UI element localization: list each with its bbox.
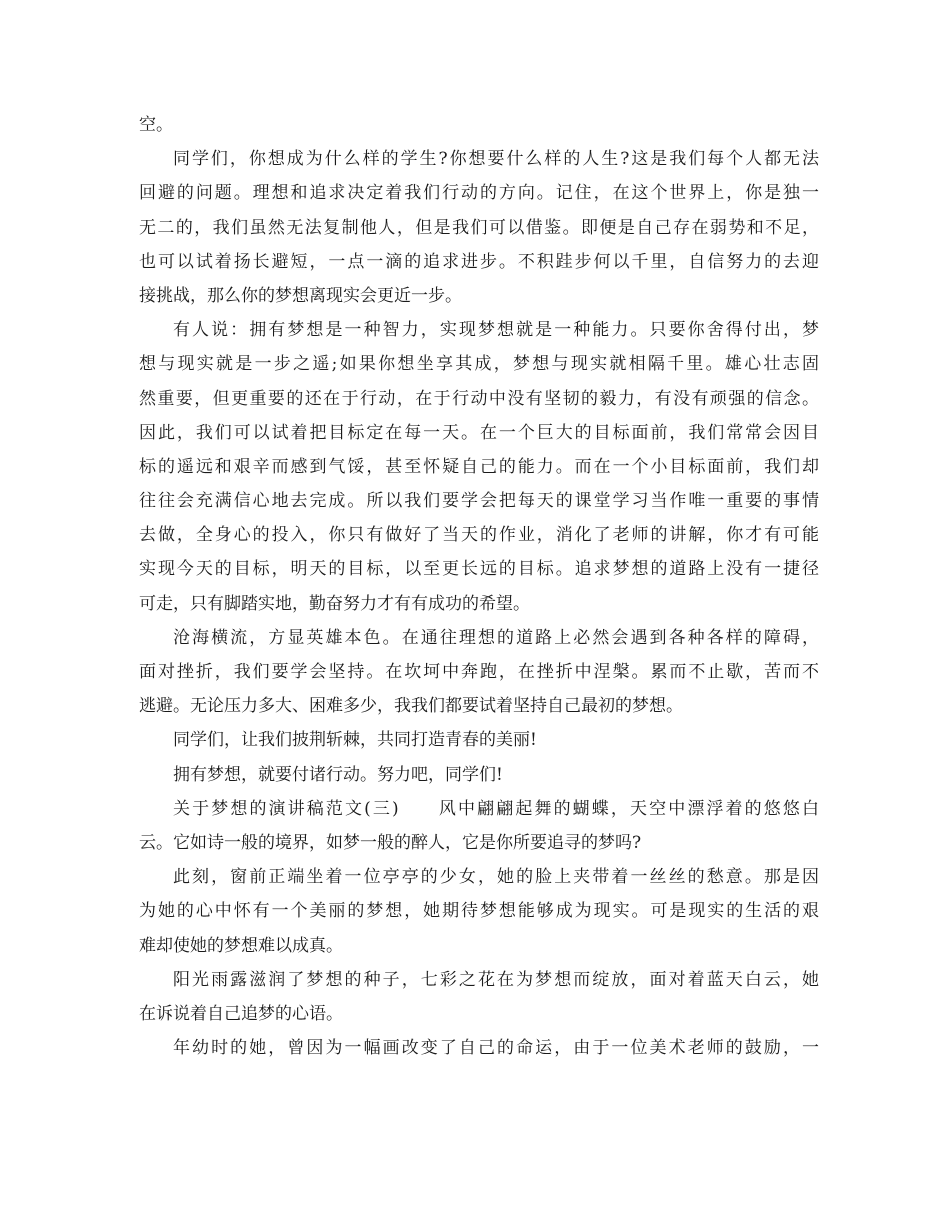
text-line: 空。 — [139, 115, 173, 135]
text-line: 面对挫折，我们要学会坚持。在坎坷中奔跑，在挫折中涅槃。累而不止歇，苦而不 — [139, 662, 819, 682]
text-line: 同学们，你想成为什么样的学生?你想要什么样的人生?这是我们每个人都无法 — [173, 149, 819, 170]
text-line: 拥有梦想，就要付诸行动。努力吧，同学们! — [173, 764, 503, 785]
text-line: 云。它如诗一般的境界，如梦一般的醉人，它是你所要追寻的梦吗? — [139, 832, 642, 853]
text-line: 往往会充满信心地去完成。所以我们要学会把每天的课堂学习当作唯一重要的事情 — [139, 491, 819, 512]
text-line: 有人说：拥有梦想是一种智力，实现梦想就是一种能力。只要你舍得付出，梦 — [173, 320, 819, 341]
text-line: 在诉说着自己追梦的心语。 — [139, 1003, 343, 1024]
text-line: 无二的，我们虽然无法复制他人，但是我们可以借鉴。即便是自己存在弱势和不足， — [139, 217, 819, 238]
text-line: 也可以试着扬长避短，一点一滴的追求进步。不积跬步何以千里，自信努力的去迎 — [139, 251, 819, 272]
text-line: 标的遥远和艰辛而感到气馁，甚至怀疑自己的能力。而在一个小目标面前，我们却 — [139, 456, 819, 477]
text-line: 想与现实就是一步之遥;如果你想坐享其成，梦想与现实就相隔千里。雄心壮志固 — [139, 354, 819, 375]
text-line: 回避的问题。理想和追求决定着我们行动的方向。记住，在这个世界上，你是独一 — [139, 183, 819, 204]
text-line: 接挑战，那么你的梦想离现实会更近一步。 — [139, 285, 462, 306]
text-line: 因此，我们可以试着把目标定在每一天。在一个巨大的目标面前，我们常常会因目 — [139, 422, 819, 443]
text-line: 去做，全身心的投入，你只有做好了当天的作业，消化了老师的讲解，你才有可能 — [139, 525, 819, 546]
text-line: 逃避。无论压力多大、困难多少，我我们都要试着坚持自己最初的梦想。 — [139, 696, 683, 717]
text-line: 同学们，让我们披荆斩棘，共同打造青春的美丽! — [173, 730, 537, 751]
text-line: 关于梦想的演讲稿范文(三) 风中翩翩起舞的蝴蝶，天空中漂浮着的悠悠白 — [173, 798, 819, 819]
text-line: 此刻，窗前正端坐着一位亭亭的少女，她的脸上夹带着一丝丝的愁意。那是因 — [173, 867, 819, 888]
text-line: 然重要，但更重要的还在于行动，在于行动中没有坚韧的毅力，有没有顽强的信念。 — [139, 388, 819, 409]
text-line: 阳光雨露滋润了梦想的种子，七彩之花在为梦想而绽放，面对着蓝天白云，她 — [173, 969, 819, 990]
text-line: 为她的心中怀有一个美丽的梦想，她期待梦想能够成为现实。可是现实的生活的艰 — [139, 901, 819, 922]
text-line: 可走，只有脚踏实地，勤奋努力才有有成功的希望。 — [139, 593, 530, 614]
document-body — [139, 108, 819, 1065]
text-line: 年幼时的她，曾因为一幅画改变了自己的命运，由于一位美术老师的鼓励，一 — [173, 1038, 819, 1059]
text-line: 难却使她的梦想难以成真。 — [139, 935, 343, 956]
text-line: 实现今天的目标，明天的目标，以至更长远的目标。追求梦想的道路上没有一捷径 — [139, 559, 819, 580]
text-line: 沧海横流，方显英雄本色。在通往理想的道路上必然会遇到各种各样的障碍， — [173, 627, 819, 648]
